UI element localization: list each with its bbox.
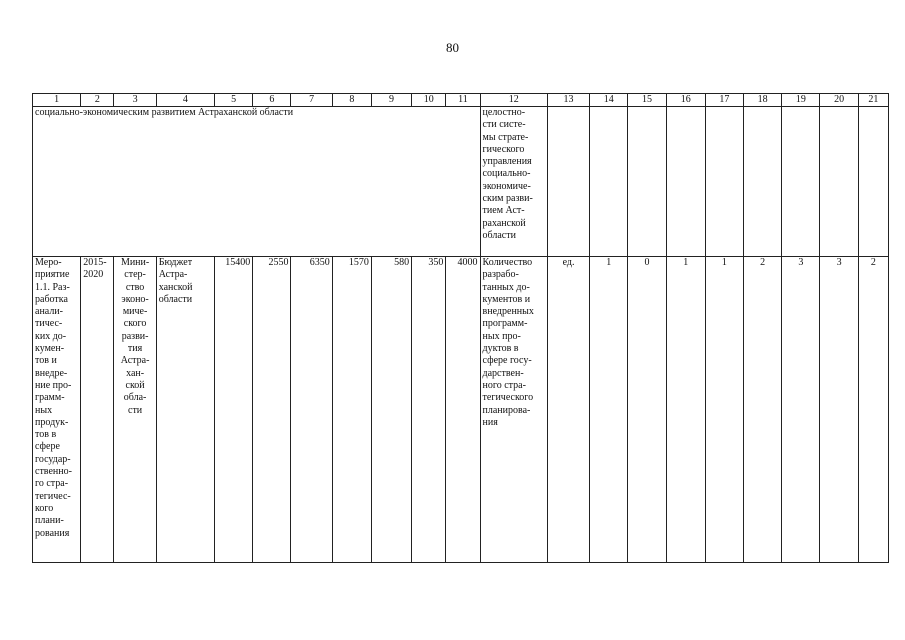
col-header: 20 <box>820 94 858 107</box>
value-cell: 2 <box>858 257 888 563</box>
amount-cell: 2550 <box>253 257 291 563</box>
empty-cell <box>590 107 628 257</box>
measure-unit: ед. <box>547 257 589 563</box>
col-header: 1 <box>33 94 81 107</box>
value-cell: 3 <box>782 257 820 563</box>
empty-cell <box>547 107 589 257</box>
col-header: 16 <box>666 94 705 107</box>
section-title: социально-экономическим развитием Астраханской области <box>33 107 481 257</box>
measure-period: 2015- 2020 <box>81 257 114 563</box>
col-header: 3 <box>114 94 156 107</box>
section-row <box>33 107 889 257</box>
header-row <box>33 94 889 107</box>
section-indicator-cont: целостно- сти систе- мы страте- гического управления социально- экономиче- ским разви- тием Аст- раханской области <box>480 107 547 257</box>
measure-row <box>33 257 889 563</box>
empty-cell <box>666 107 705 257</box>
amount-cell: 580 <box>371 257 411 563</box>
value-cell: 0 <box>628 257 666 563</box>
value-cell: 1 <box>590 257 628 563</box>
col-header: 4 <box>156 94 214 107</box>
col-header: 9 <box>371 94 411 107</box>
col-header: 2 <box>81 94 114 107</box>
col-header: 8 <box>332 94 371 107</box>
empty-cell <box>705 107 743 257</box>
col-header: 18 <box>744 94 782 107</box>
col-header: 7 <box>291 94 332 107</box>
col-header: 11 <box>446 94 480 107</box>
col-header: 15 <box>628 94 666 107</box>
measure-executor: Мини- стер- ство эконо- миче- ского разви- тия Астра- хан- ской обла- сти <box>114 257 156 563</box>
empty-cell <box>782 107 820 257</box>
empty-cell <box>744 107 782 257</box>
empty-cell <box>858 107 888 257</box>
empty-cell <box>820 107 858 257</box>
amount-cell: 4000 <box>446 257 480 563</box>
col-header: 13 <box>547 94 589 107</box>
value-cell: 1 <box>666 257 705 563</box>
value-cell: 1 <box>705 257 743 563</box>
page-number: 80 <box>446 40 459 55</box>
value-cell: 3 <box>820 257 858 563</box>
col-header: 21 <box>858 94 888 107</box>
empty-cell <box>628 107 666 257</box>
col-header: 17 <box>705 94 743 107</box>
col-header: 12 <box>480 94 547 107</box>
program-table <box>32 93 889 563</box>
col-header: 5 <box>215 94 253 107</box>
amount-cell: 15400 <box>215 257 253 563</box>
col-header: 19 <box>782 94 820 107</box>
measure-indicator: Количество разрабо- танных до- кументов и внедренных программ- ных про- дуктов в сфере госу- дарствен- ного стра- тегического планирова- ния <box>480 257 547 563</box>
value-cell: 2 <box>744 257 782 563</box>
amount-cell: 6350 <box>291 257 332 563</box>
measure-source: Бюджет Астра- ханской области <box>156 257 214 563</box>
amount-cell: 1570 <box>332 257 371 563</box>
col-header: 14 <box>590 94 628 107</box>
measure-name: Меро- приятие 1.1. Раз- работка анали- тичес- ких до- кумен- тов и внедре- ние про- грамм- ных продук- тов в сфере государ- ственно- го стра- тегичес- кого плани- рования <box>33 257 81 563</box>
col-header: 10 <box>412 94 446 107</box>
amount-cell: 350 <box>412 257 446 563</box>
col-header: 6 <box>253 94 291 107</box>
